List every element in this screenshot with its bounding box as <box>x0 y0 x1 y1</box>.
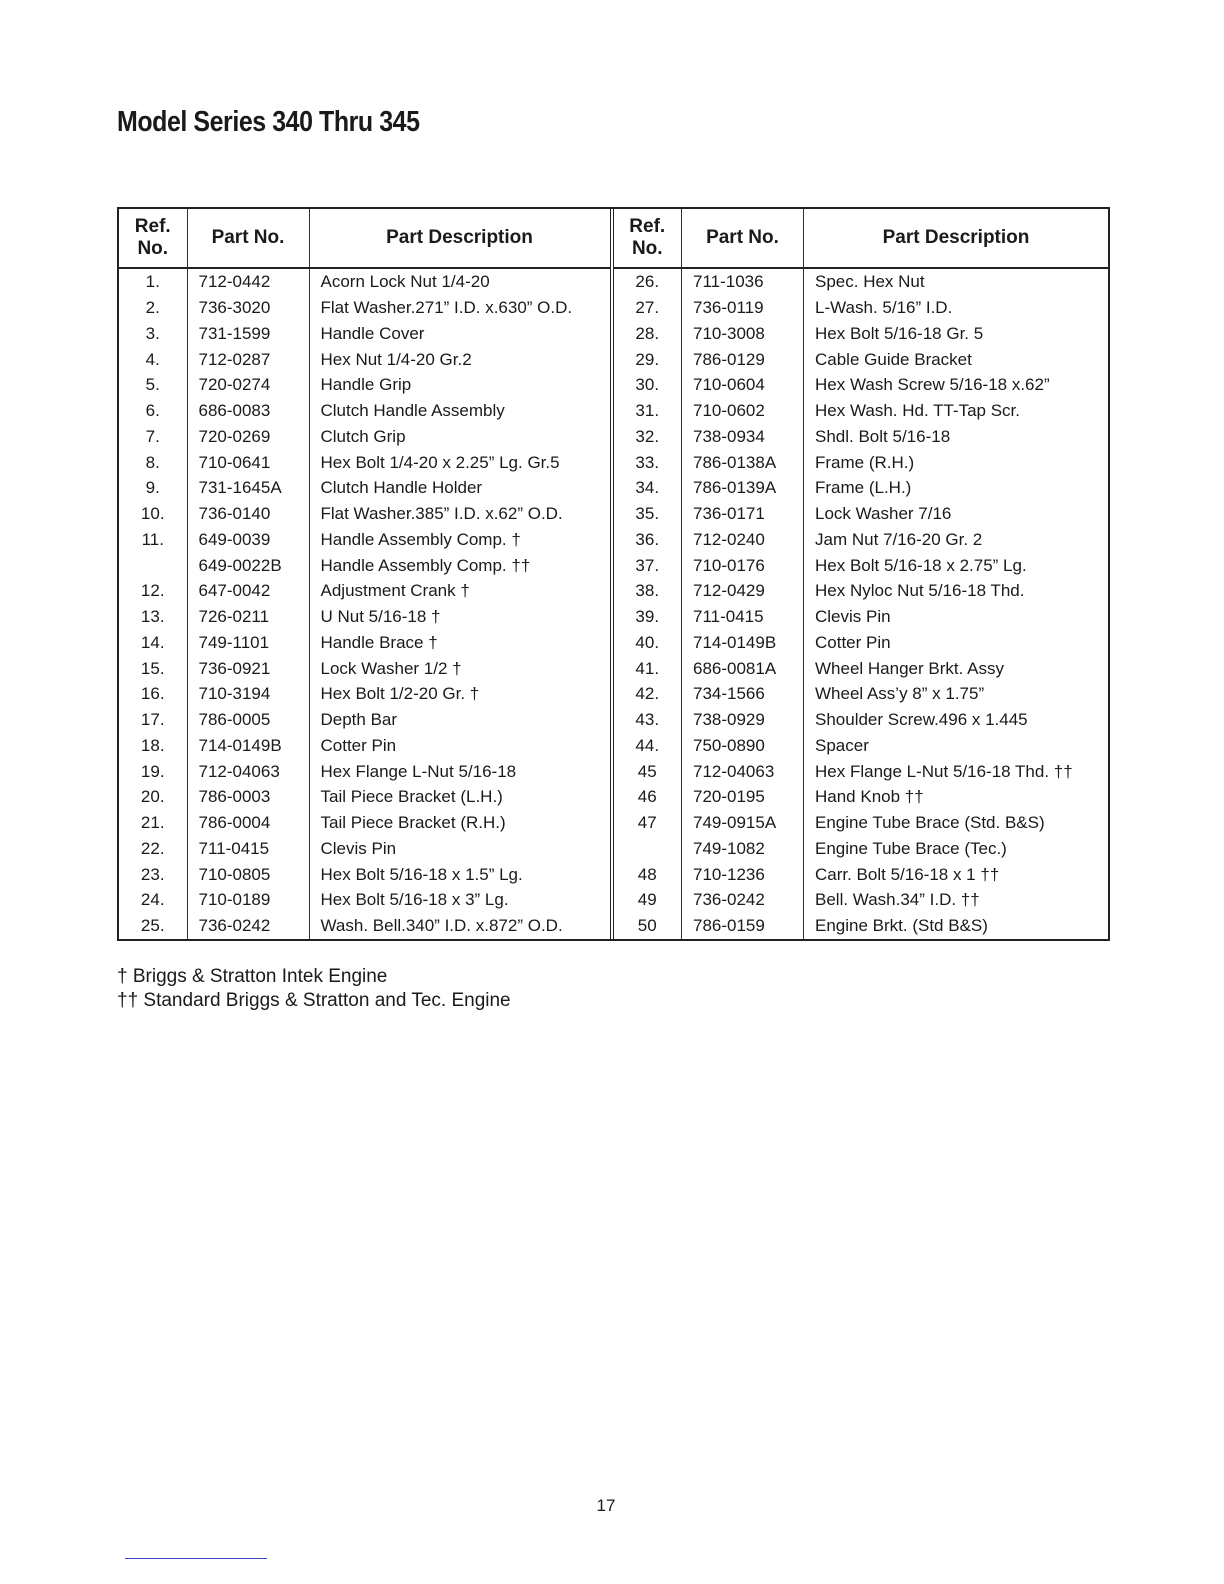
part-no-cell: 686-0081A <box>682 655 804 681</box>
table-row <box>614 346 1109 372</box>
table-header-row <box>614 209 1109 268</box>
part-no-cell: 710-0805 <box>187 861 309 887</box>
table-row <box>614 861 1109 887</box>
part-description-cell: Lock Washer 1/2 † <box>309 655 610 681</box>
part-no-cell: 649-0039 <box>187 527 309 553</box>
part-no-cell: 711-0415 <box>682 604 804 630</box>
header-part-no: Part No. <box>682 209 804 268</box>
table-row <box>119 655 610 681</box>
table-row <box>614 552 1109 578</box>
ref-no-cell: 35. <box>635 504 660 524</box>
part-description-cell: Hex Wash. Hd. TT-Tap Scr. <box>804 398 1109 424</box>
part-description-cell: Hand Knob †† <box>804 784 1109 810</box>
left-table-body <box>119 268 610 939</box>
part-no-cell: 749-0915A <box>682 810 804 836</box>
part-description-cell: Handle Brace † <box>309 630 610 656</box>
part-description-cell: Shdl. Bolt 5/16-18 <box>804 424 1109 450</box>
ref-no-cell: 19. <box>140 761 165 781</box>
part-description-cell: Jam Nut 7/16-20 Gr. 2 <box>804 527 1109 553</box>
ref-no-cell: 20. <box>140 787 165 807</box>
header-ref-no <box>614 209 682 268</box>
ref-no-cell: 45 <box>637 761 657 781</box>
part-description-cell: Frame (R.H.) <box>804 449 1109 475</box>
table-row <box>119 501 610 527</box>
part-no-cell: 649-0022B <box>187 552 309 578</box>
table-row <box>119 449 610 475</box>
part-description-cell: Bell. Wash.34” I.D. †† <box>804 887 1109 913</box>
part-no-cell: 736-0171 <box>682 501 804 527</box>
ref-no-cell: 36. <box>635 529 660 549</box>
ref-no-cell: 26. <box>635 272 660 292</box>
ref-no-cell: 3. <box>145 323 160 343</box>
ref-no-cell: 9. <box>145 478 160 498</box>
part-no-cell: 710-1236 <box>682 861 804 887</box>
ref-no-cell: 5. <box>145 375 160 395</box>
ref-no-cell: 8. <box>145 452 160 472</box>
part-description-cell: Shoulder Screw.496 x 1.445 <box>804 707 1109 733</box>
ref-no-cell: 33. <box>635 452 660 472</box>
part-description-cell: Hex Wash Screw 5/16-18 x.62” <box>804 372 1109 398</box>
table-row <box>119 604 610 630</box>
part-no-cell: 714-0149B <box>682 630 804 656</box>
part-no-cell: 712-0287 <box>187 346 309 372</box>
part-description-cell: Tail Piece Bracket (R.H.) <box>309 810 610 836</box>
part-no-cell: 749-1101 <box>187 630 309 656</box>
ref-no-cell: 44. <box>635 735 660 755</box>
ref-no-cell: 4. <box>145 349 160 369</box>
ref-no-cell: 34. <box>635 478 660 498</box>
table-row <box>614 655 1109 681</box>
table-row <box>614 733 1109 759</box>
part-no-cell: 738-0929 <box>682 707 804 733</box>
part-description-cell: Frame (L.H.) <box>804 475 1109 501</box>
ref-no-cell: 32. <box>635 426 660 446</box>
part-no-cell: 710-3194 <box>187 681 309 707</box>
part-description-cell: Handle Grip <box>309 372 610 398</box>
part-description-cell: Clutch Grip <box>309 424 610 450</box>
footnotes <box>117 965 511 1013</box>
ref-no-cell: 42. <box>635 684 660 704</box>
part-description-cell: Hex Bolt 5/16-18 x 3” Lg. <box>309 887 610 913</box>
table-row <box>119 527 610 553</box>
header-part-description: Part Description <box>309 209 610 268</box>
table-row <box>614 372 1109 398</box>
ref-no-cell: 27. <box>635 298 660 318</box>
table-row <box>119 913 610 939</box>
part-description-cell: Flat Washer.271” I.D. x.630” O.D. <box>309 295 610 321</box>
part-description-cell: Hex Bolt 1/2-20 Gr. † <box>309 681 610 707</box>
part-description-cell: Hex Flange L-Nut 5/16-18 <box>309 758 610 784</box>
table-row <box>119 887 610 913</box>
ref-no-cell <box>614 836 682 862</box>
part-no-cell: 786-0129 <box>682 346 804 372</box>
part-description-cell: Hex Bolt 1/4-20 x 2.25” Lg. Gr.5 <box>309 449 610 475</box>
part-description-cell: Engine Brkt. (Std B&S) <box>804 913 1109 939</box>
ref-no-cell: 6. <box>145 401 160 421</box>
part-no-cell: 712-0429 <box>682 578 804 604</box>
ref-no-cell: 31. <box>635 401 660 421</box>
table-row <box>119 475 610 501</box>
part-description-cell: Clevis Pin <box>309 836 610 862</box>
table-row <box>614 578 1109 604</box>
ref-no-cell: 47 <box>637 813 657 833</box>
table-row <box>614 527 1109 553</box>
part-description-cell: Wheel Ass’y 8” x 1.75” <box>804 681 1109 707</box>
table-row <box>119 758 610 784</box>
table-row <box>119 268 610 295</box>
ref-no-cell: 13. <box>140 607 165 627</box>
part-description-cell: Clevis Pin <box>804 604 1109 630</box>
header-ref-line1: Ref. <box>134 216 171 237</box>
table-row <box>119 681 610 707</box>
table-row <box>119 578 610 604</box>
ref-no-cell: 10. <box>140 504 165 524</box>
part-description-cell: Hex Bolt 5/16-18 Gr. 5 <box>804 321 1109 347</box>
part-no-cell: 786-0005 <box>187 707 309 733</box>
ref-no-cell: 25. <box>140 916 165 936</box>
ref-no-cell: 21. <box>140 813 165 833</box>
header-ref-no <box>119 209 187 268</box>
header-part-description: Part Description <box>804 209 1109 268</box>
part-no-cell: 736-0242 <box>682 887 804 913</box>
table-row <box>119 836 610 862</box>
right-table-body <box>614 268 1109 939</box>
part-no-cell: 647-0042 <box>187 578 309 604</box>
table-row <box>614 913 1109 939</box>
part-description-cell: Handle Assembly Comp. †† <box>309 552 610 578</box>
table-row <box>119 733 610 759</box>
header-part-no: Part No. <box>187 209 309 268</box>
part-no-cell: 736-0921 <box>187 655 309 681</box>
part-description-cell: Clutch Handle Holder <box>309 475 610 501</box>
part-no-cell: 738-0934 <box>682 424 804 450</box>
footnote-double-dagger: †† Standard Briggs & Stratton and Tec. Engine <box>117 990 511 1011</box>
ref-no-cell: 14. <box>140 632 165 652</box>
ref-no-cell: 29. <box>635 349 660 369</box>
table-row <box>119 372 610 398</box>
ref-no-cell: 16. <box>140 684 165 704</box>
page-number: 17 <box>596 1496 616 1515</box>
ref-no-cell: 11. <box>141 529 164 549</box>
part-no-cell: 711-1036 <box>682 268 804 295</box>
part-no-cell: 736-0140 <box>187 501 309 527</box>
table-header-row <box>119 209 610 268</box>
part-description-cell: Clutch Handle Assembly <box>309 398 610 424</box>
part-description-cell: Hex Nyloc Nut 5/16-18 Thd. <box>804 578 1109 604</box>
table-row <box>614 836 1109 862</box>
part-description-cell: Cotter Pin <box>309 733 610 759</box>
ref-no-cell: 39. <box>635 607 660 627</box>
table-row <box>119 630 610 656</box>
part-description-cell: Acorn Lock Nut 1/4-20 <box>309 268 610 295</box>
part-description-cell: Cotter Pin <box>804 630 1109 656</box>
table-row <box>614 784 1109 810</box>
part-no-cell: 720-0195 <box>682 784 804 810</box>
table-row <box>119 295 610 321</box>
part-no-cell: 786-0159 <box>682 913 804 939</box>
table-row <box>119 707 610 733</box>
table-row <box>119 346 610 372</box>
table-row <box>119 321 610 347</box>
part-description-cell: Hex Bolt 5/16-18 x 2.75” Lg. <box>804 552 1109 578</box>
table-row <box>614 449 1109 475</box>
part-no-cell: 750-0890 <box>682 733 804 759</box>
part-no-cell: 710-0641 <box>187 449 309 475</box>
part-description-cell: Spec. Hex Nut <box>804 268 1109 295</box>
ref-no-cell: 50 <box>637 916 657 936</box>
ref-no-cell: 23. <box>140 864 165 884</box>
part-no-cell: 712-0442 <box>187 268 309 295</box>
part-description-cell: L-Wash. 5/16” I.D. <box>804 295 1109 321</box>
part-no-cell: 734-1566 <box>682 681 804 707</box>
ref-no-cell: 46 <box>637 787 657 807</box>
part-description-cell: Spacer <box>804 733 1109 759</box>
part-no-cell: 710-0604 <box>682 372 804 398</box>
part-description-cell: Carr. Bolt 5/16-18 x 1 †† <box>804 861 1109 887</box>
part-description-cell: Wash. Bell.340” I.D. x.872” O.D. <box>309 913 610 939</box>
header-ref-line1: Ref. <box>629 216 666 237</box>
ref-no-cell: 22. <box>140 838 165 858</box>
ref-no-cell: 17. <box>140 710 165 730</box>
part-no-cell: 731-1645A <box>187 475 309 501</box>
page-title: Model Series 340 Thru 345 <box>117 106 420 138</box>
part-description-cell: Hex Flange L-Nut 5/16-18 Thd. †† <box>804 758 1109 784</box>
part-description-cell: Hex Bolt 5/16-18 x 1.5” Lg. <box>309 861 610 887</box>
part-no-cell: 786-0004 <box>187 810 309 836</box>
ref-no-cell: 43. <box>635 710 660 730</box>
table-row <box>614 424 1109 450</box>
ref-no-cell: 30. <box>635 375 660 395</box>
table-row <box>614 630 1109 656</box>
part-no-cell: 720-0269 <box>187 424 309 450</box>
part-no-cell: 710-0176 <box>682 552 804 578</box>
ref-no-cell: 24. <box>140 890 165 910</box>
table-row <box>119 552 610 578</box>
ref-no-cell: 1. <box>145 272 160 292</box>
ref-no-cell: 15. <box>140 658 165 678</box>
table-row <box>614 604 1109 630</box>
part-no-cell: 736-3020 <box>187 295 309 321</box>
part-no-cell: 712-04063 <box>187 758 309 784</box>
parts-table-left <box>119 209 614 939</box>
ref-no-cell: 37. <box>635 555 660 575</box>
ref-no-cell: 2. <box>145 298 160 318</box>
part-description-cell: Handle Assembly Comp. † <box>309 527 610 553</box>
part-no-cell: 786-0003 <box>187 784 309 810</box>
part-no-cell: 726-0211 <box>187 604 309 630</box>
table-row <box>614 758 1109 784</box>
table-row <box>614 398 1109 424</box>
header-ref-line2: No. <box>137 238 169 259</box>
ref-no-cell <box>119 552 187 578</box>
table-row <box>119 784 610 810</box>
part-no-cell: 686-0083 <box>187 398 309 424</box>
part-description-cell: Tail Piece Bracket (L.H.) <box>309 784 610 810</box>
table-row <box>614 295 1109 321</box>
table-row <box>614 681 1109 707</box>
table-row <box>614 707 1109 733</box>
part-no-cell: 786-0139A <box>682 475 804 501</box>
ref-no-cell: 41. <box>635 658 660 678</box>
table-row <box>614 321 1109 347</box>
part-no-cell: 736-0242 <box>187 913 309 939</box>
part-description-cell: Wheel Hanger Brkt. Assy <box>804 655 1109 681</box>
table-row <box>119 861 610 887</box>
footer-rule <box>125 1558 267 1559</box>
part-description-cell: Adjustment Crank † <box>309 578 610 604</box>
part-description-cell: Engine Tube Brace (Tec.) <box>804 836 1109 862</box>
ref-no-cell: 28. <box>635 323 660 343</box>
part-no-cell: 736-0119 <box>682 295 804 321</box>
ref-no-cell: 12. <box>140 581 165 601</box>
table-row <box>614 501 1109 527</box>
ref-no-cell: 48 <box>637 864 657 884</box>
part-description-cell: Engine Tube Brace (Std. B&S) <box>804 810 1109 836</box>
parts-table-right <box>614 209 1109 939</box>
part-description-cell: Flat Washer.385” I.D. x.62” O.D. <box>309 501 610 527</box>
ref-no-cell: 7. <box>145 426 160 446</box>
table-row <box>119 810 610 836</box>
part-no-cell: 711-0415 <box>187 836 309 862</box>
part-no-cell: 712-0240 <box>682 527 804 553</box>
ref-no-cell: 49 <box>637 890 657 910</box>
part-description-cell: U Nut 5/16-18 † <box>309 604 610 630</box>
table-row <box>614 475 1109 501</box>
footnote-single-dagger: † Briggs & Stratton Intek Engine <box>117 966 388 987</box>
part-description-cell: Depth Bar <box>309 707 610 733</box>
part-no-cell: 749-1082 <box>682 836 804 862</box>
part-no-cell: 710-3008 <box>682 321 804 347</box>
part-no-cell: 710-0602 <box>682 398 804 424</box>
table-row <box>119 424 610 450</box>
header-ref-line2: No. <box>631 238 663 259</box>
ref-no-cell: 40. <box>635 632 660 652</box>
table-row <box>614 268 1109 295</box>
table-row <box>119 398 610 424</box>
part-no-cell: 786-0138A <box>682 449 804 475</box>
part-description-cell: Handle Cover <box>309 321 610 347</box>
part-description-cell: Hex Nut 1/4-20 Gr.2 <box>309 346 610 372</box>
part-no-cell: 712-04063 <box>682 758 804 784</box>
parts-table <box>117 207 1110 941</box>
part-description-cell: Lock Washer 7/16 <box>804 501 1109 527</box>
part-no-cell: 710-0189 <box>187 887 309 913</box>
ref-no-cell: 38. <box>635 581 660 601</box>
ref-no-cell: 18. <box>140 735 165 755</box>
part-no-cell: 720-0274 <box>187 372 309 398</box>
part-description-cell: Cable Guide Bracket <box>804 346 1109 372</box>
part-no-cell: 714-0149B <box>187 733 309 759</box>
table-row <box>614 887 1109 913</box>
part-no-cell: 731-1599 <box>187 321 309 347</box>
table-row <box>614 810 1109 836</box>
